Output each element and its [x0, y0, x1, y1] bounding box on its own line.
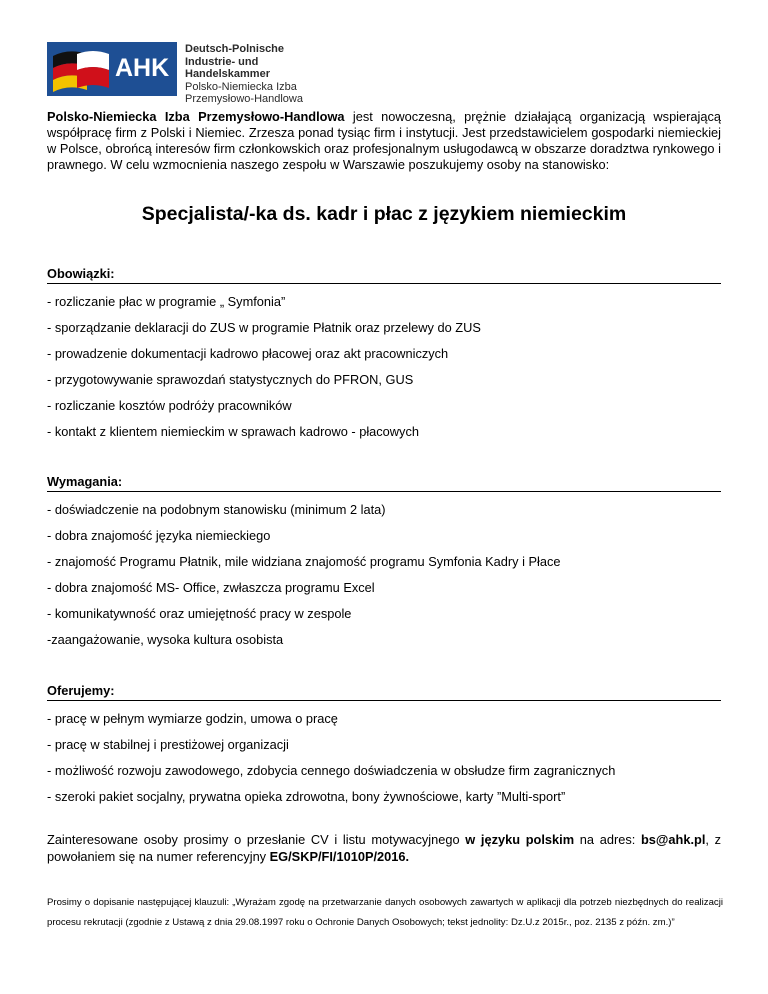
duty-item: - prowadzenie dokumentacji kadrowo płacowej oraz akt pracowniczych [47, 346, 449, 361]
duties-heading: Obowiązki: [47, 266, 721, 284]
contact-language: w języku polskim [465, 832, 575, 847]
requirements-heading: Wymagania: [47, 474, 721, 492]
contact-paragraph [47, 831, 721, 865]
intro-org-name: Polsko-Niemiecka Izba Przemysłowo-Handlowa [47, 109, 345, 124]
offer-item: - pracę w stabilnej i prestiżowej organizacji [47, 737, 289, 752]
requirement-item: - znajomość Programu Płatnik, mile widziana znajomość programu Symfonia Kadry i Płace [47, 554, 561, 569]
job-title: Specjalista/-ka ds. kadr i płac z językiem niemieckim [141, 203, 627, 225]
offer-item: - możliwość rozwoju zawodowego, zdobycia cennego doświadczenia w obsłudze firm zagranicznych [47, 763, 616, 778]
reference-number: EG/SKP/FI/1010P/2016. [269, 849, 410, 864]
duty-item: - kontakt z klientem niemieckim w sprawach kadrowo - płacowych [47, 424, 419, 439]
gdpr-clause: Prosimy o dopisanie następującej klauzuli: „Wyrażam zgodę na przetwarzanie danych osobowych zawartych w aplikacji dla potrzeb niezbędnych do realizacji procesu rekrutacji (zgodnie z Ustawą z dnia 29.08.1997 roku o Ochronie Danych Osobowych; tekst jednolity: Dz.U.z 2015r., poz. 2135 z późn. zm.)” [47, 897, 723, 928]
contact-email[interactable]: bs@ahk.pl [640, 832, 706, 847]
offer-heading: Oferujemy: [47, 683, 721, 701]
duty-item: - sporządzanie deklaracji do ZUS w programie Płatnik oraz przelewy do ZUS [47, 320, 481, 335]
duty-item: - przygotowywanie sprawozdań statystycznych do PFRON, GUS [47, 372, 414, 387]
ahk-logo-text: AHK [115, 54, 170, 82]
duty-item: - rozliczanie kosztów podróży pracowników [47, 398, 292, 413]
duty-item: - rozliczanie płac w programie „ Symfonia” [47, 294, 286, 309]
requirement-item: - dobra znajomość MS- Office, zwłaszcza programu Excel [47, 580, 375, 595]
requirement-item: - doświadczenie na podobnym stanowisku (minimum 2 lata) [47, 502, 386, 517]
offer-item: - pracę w pełnym wymiarze godzin, umowa o pracę [47, 711, 338, 726]
intro-text: jest nowoczesną, prężnie działającą organizacją wspierającą współpracę firm z Polski i Niemiec. Zrzesza ponad tysiąc firm i instytucji. Jest przedstawicielem gospodarki niemieckiej w Polsce, obrońcą interesów firm członkowskich oraz profesjonalnym usługodawcą w obszarze doradztwa rynkowego i prawnego. W celu wzmocnienia naszego zespołu w Warszawie poszukujemy osoby na stanowisko: [47, 109, 721, 172]
ahk-logo-mark [47, 42, 177, 96]
requirement-item: - dobra znajomość języka niemieckiego [47, 528, 271, 543]
logo-name-de-2: Industrie- und Handelskammer [185, 55, 270, 80]
logo-name-de-1: Deutsch-Polnische [185, 43, 285, 55]
ahk-logo [47, 42, 339, 105]
requirement-item: -zaangażowanie, wysoka kultura osobista [47, 632, 284, 647]
logo-org-names [185, 43, 339, 106]
logo-name-pl-1: Polsko-Niemiecka Izba [185, 80, 297, 93]
intro-paragraph [47, 109, 721, 173]
contact-text-3: , z powołaniem się na numer referencyjny [47, 832, 722, 864]
contact-text-1: Zainteresowane osoby prosimy o przesłanie CV i listu motywacyjnego [47, 832, 466, 847]
requirement-item: - komunikatywność oraz umiejętność pracy w zespole [47, 606, 352, 621]
offer-item: - szeroki pakiet socjalny, prywatna opieka zdrowotna, bony żywnościowe, karty ”Multi-sport” [47, 789, 566, 804]
logo-name-pl-2: Przemysłowo-Handlowa [185, 93, 303, 105]
contact-text-2: na adres: [574, 832, 641, 847]
